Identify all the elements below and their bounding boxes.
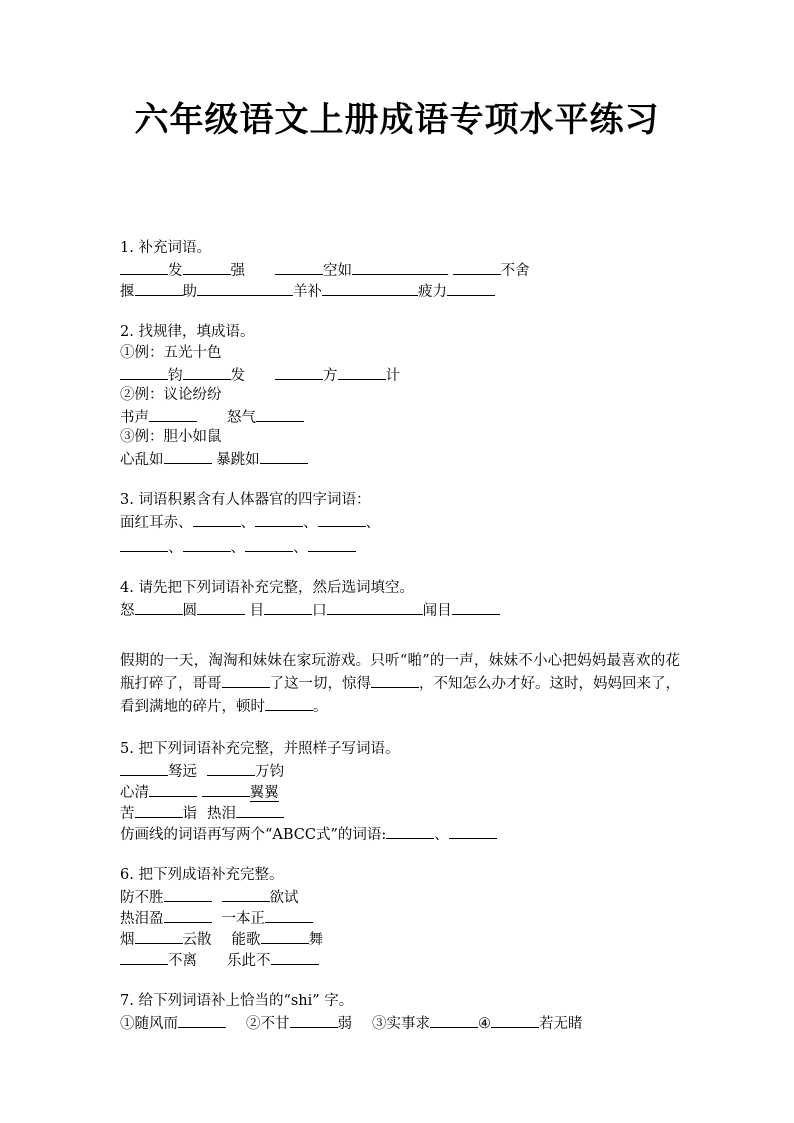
blank[interactable] (245, 536, 293, 552)
q4-heading: 4. 请先把下列词语补充完整，然后选词填空。 (120, 580, 414, 596)
blank[interactable] (197, 599, 245, 615)
blank[interactable] (222, 886, 270, 902)
blank[interactable] (178, 1012, 226, 1028)
q4-row-words: 怒 圆 目 口 闻目 (120, 599, 680, 620)
blank[interactable] (236, 802, 284, 818)
exercise-content (120, 238, 680, 1033)
blank[interactable] (449, 823, 497, 839)
blank[interactable] (271, 949, 319, 965)
q5-row-4: 仿画线的词语再写两个“ABCC式”的词语: 、 (120, 823, 680, 844)
blank[interactable] (308, 536, 356, 552)
blank[interactable] (322, 280, 418, 296)
blank[interactable] (318, 511, 366, 527)
q5-row-3: 苦 诣 热泪 (120, 802, 680, 823)
q3-row-2: 、 、 、 (120, 536, 680, 557)
blank[interactable] (430, 1012, 478, 1028)
blank[interactable] (386, 823, 434, 839)
q3-row-1: 面红耳赤、 、 、 、 (120, 511, 680, 532)
blank[interactable] (265, 695, 313, 711)
blank[interactable] (149, 781, 197, 797)
blank[interactable] (207, 760, 255, 776)
blank[interactable] (120, 364, 168, 380)
blank[interactable] (135, 802, 183, 818)
blank[interactable] (135, 599, 183, 615)
blank[interactable] (120, 949, 168, 965)
blank[interactable] (338, 364, 386, 380)
q2-row-1: 钧 发 方 计 (120, 364, 680, 385)
q6-row-1: 防不胜 欲试 (120, 886, 680, 907)
blank[interactable] (255, 511, 303, 527)
q2-example-3: ③例：胆小如鼠 (120, 429, 222, 445)
blank[interactable] (120, 259, 168, 275)
q6-row-4: 不离 乐此不 (120, 949, 680, 970)
q2-heading: 2. 找规律，填成语。 (120, 324, 255, 340)
q1-row-2: 揠 助 羊补 疲力 (120, 280, 680, 301)
blank[interactable] (202, 781, 250, 797)
blank[interactable] (120, 760, 168, 776)
q6-heading: 6. 把下列成语补充完整。 (120, 867, 284, 883)
blank[interactable] (183, 259, 231, 275)
q1-row-1: 发 强 空如 不舍 (120, 259, 680, 280)
q7-row-1: ①随风而 ②不甘 弱 ③实事求 ④ 若无睹 (120, 1012, 680, 1033)
q1-heading: 1. 补充词语。 (120, 240, 211, 256)
blank[interactable] (222, 672, 270, 688)
blank[interactable] (491, 1012, 539, 1028)
q6-row-2: 热泪盈 一本正 (120, 907, 680, 928)
blank[interactable] (453, 259, 501, 275)
q3-heading: 3. 词语积累含有人体器官的四字词语： (120, 492, 371, 508)
blank[interactable] (275, 259, 323, 275)
q2-row-3: 心乱如 暴跳如 (120, 448, 680, 469)
blank[interactable] (256, 406, 304, 422)
blank[interactable] (260, 448, 308, 464)
blank[interactable] (164, 886, 212, 902)
blank[interactable] (183, 536, 231, 552)
blank[interactable] (193, 511, 241, 527)
blank[interactable] (290, 1012, 338, 1028)
blank[interactable] (275, 364, 323, 380)
blank[interactable] (261, 928, 309, 944)
q4-passage: 假期的一天，淘淘和妹妹在家玩游戏。只听“啪”的一声，妹妹不小心把妈妈最喜欢的花瓶打碎了，哥哥 了这一切，惊得 ，不知怎么办才好。这时，妈妈回来了，看到满地的碎片，顿时 。 (120, 653, 680, 715)
q7-heading: 7. 给下列词语补上恰当的“shi” 字。 (120, 993, 354, 1009)
q2-row-2: 书声 怒气 (120, 406, 680, 427)
blank[interactable] (135, 928, 183, 944)
blank[interactable] (197, 280, 293, 296)
blank[interactable] (149, 406, 197, 422)
blank[interactable] (265, 907, 313, 923)
blank[interactable] (164, 448, 212, 464)
q2-example-2: ②例：议论纷纷 (120, 387, 222, 403)
blank[interactable] (183, 364, 231, 380)
q6-row-3: 烟 云散 能歌 舞 (120, 928, 680, 949)
page-title: 六年级语文上册成语专项水平练习 (134, 100, 660, 140)
q5-row-2: 心清 翼翼 (120, 781, 680, 802)
q5-heading: 5. 把下列词语补充完整，并照样子写词语。 (120, 741, 400, 757)
blank[interactable] (135, 280, 183, 296)
q2-example-1: ①例：五光十色 (120, 345, 222, 361)
blank[interactable] (447, 280, 495, 296)
blank[interactable] (352, 259, 448, 275)
blank[interactable] (120, 536, 168, 552)
blank[interactable] (327, 599, 423, 615)
blank[interactable] (452, 599, 500, 615)
blank[interactable] (264, 599, 312, 615)
blank[interactable] (371, 672, 419, 688)
blank[interactable] (164, 907, 212, 923)
q5-row-1: 驽远 万钧 (120, 760, 680, 781)
